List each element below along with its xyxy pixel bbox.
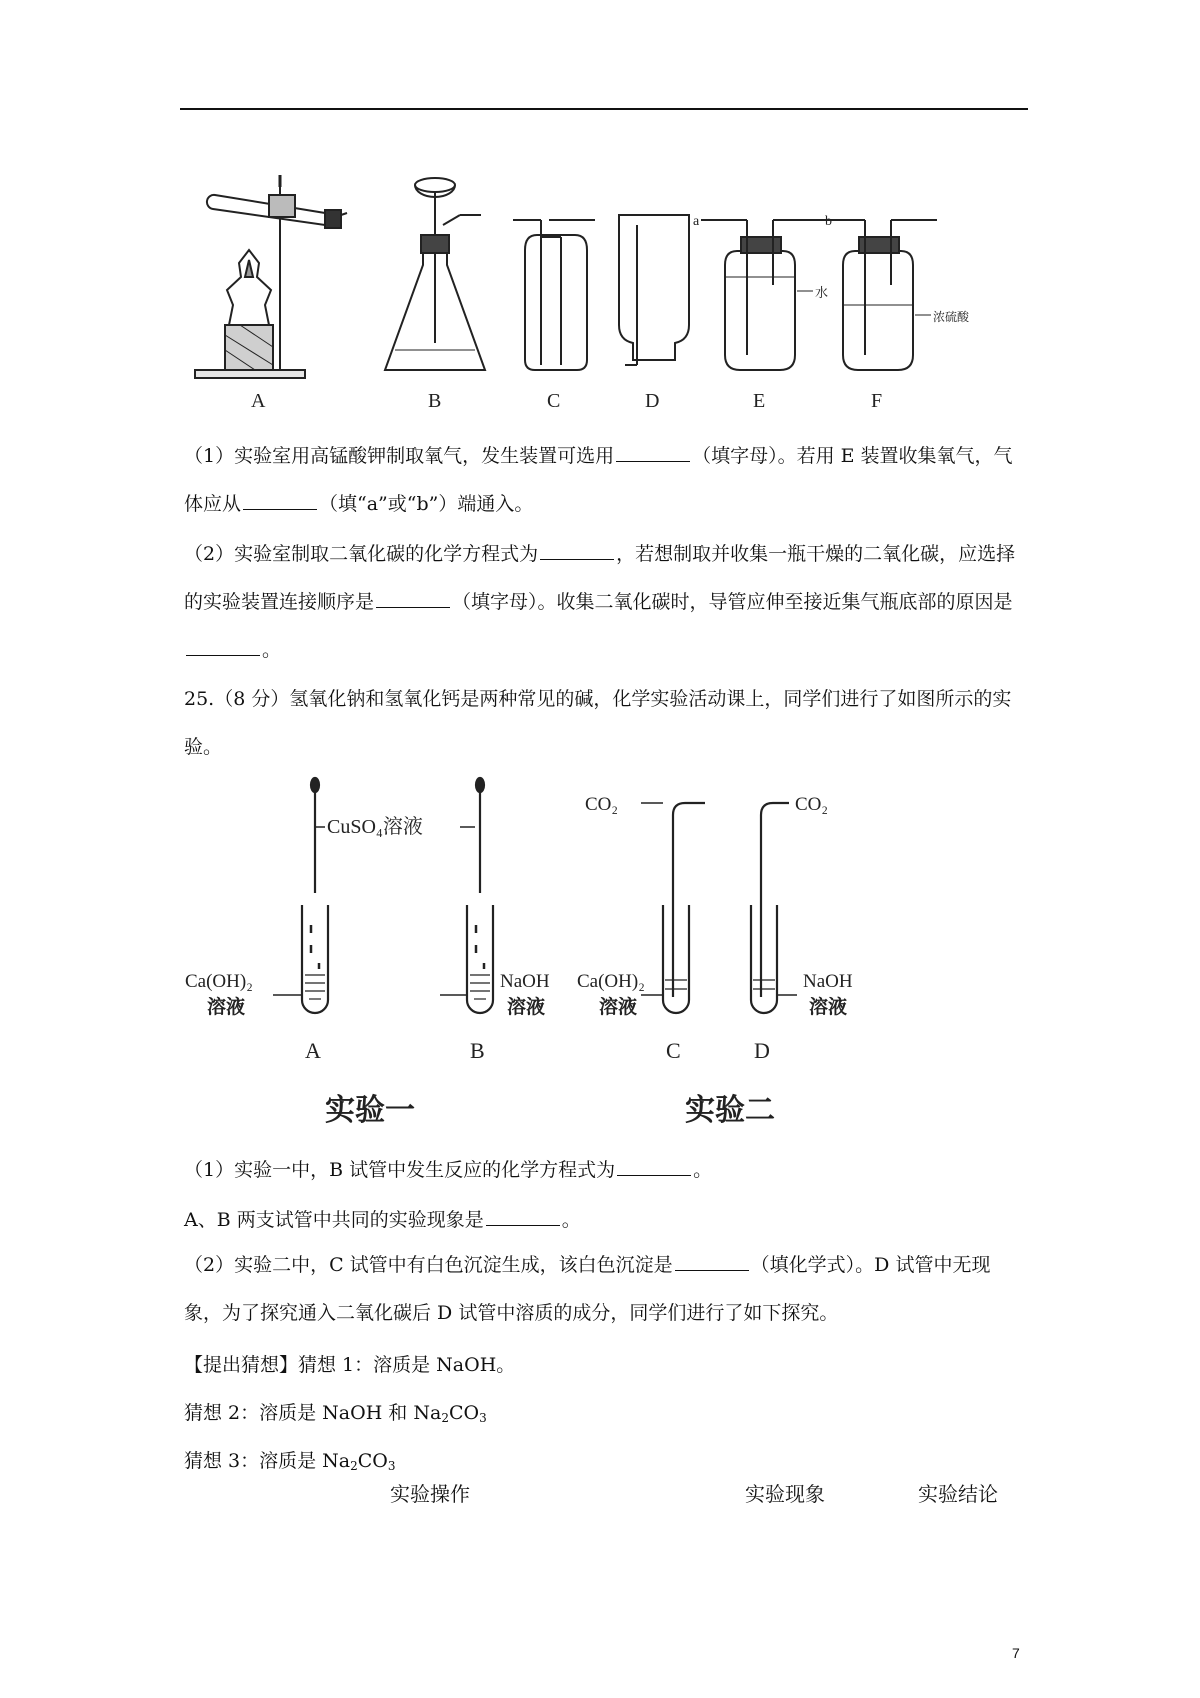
- tube-label-a: A: [305, 1038, 321, 1063]
- apparatus-label-f: F: [871, 390, 883, 412]
- solution-label-d: 溶液: [809, 997, 848, 1018]
- q25-part1-line2: A、B 两支试管中共同的实验现象是 。: [184, 1209, 581, 1231]
- tube-label-d: D: [754, 1038, 770, 1063]
- apparatus-label-a: A: [251, 390, 266, 412]
- apparatus-a: [195, 175, 347, 378]
- answer-blank[interactable]: [616, 445, 690, 462]
- caoh2-label-a: Ca(OH)₂: [185, 971, 253, 992]
- answer-blank[interactable]: [486, 1209, 560, 1226]
- acid-label: 浓硫酸: [933, 310, 970, 324]
- solution-label-c: 溶液: [599, 997, 638, 1018]
- apparatus-c: [513, 220, 595, 370]
- co2-label-c: CO₂: [585, 794, 619, 815]
- answer-blank[interactable]: [376, 591, 450, 608]
- header-rule: [180, 108, 1028, 110]
- answer-blank[interactable]: [540, 543, 614, 560]
- apparatus-label-b: B: [428, 390, 442, 412]
- answer-blank[interactable]: [186, 639, 260, 656]
- cuso4-label: CuSO₄溶液: [327, 816, 423, 838]
- q25-part2: （2）实验二中，C 试管中有白色沉淀生成，该白色沉淀是 （填化学式）。D 试管中无现象，为了探究通入二氧化碳后 D 试管中溶质的成分，同学们进行了如下探究。: [184, 1254, 991, 1324]
- apparatus-label-e: E: [753, 390, 766, 412]
- answer-blank[interactable]: [617, 1159, 691, 1176]
- solution-label-b: 溶液: [507, 997, 546, 1018]
- apparatus-e-port-b: b: [825, 214, 832, 229]
- apparatus-label-d: D: [645, 390, 660, 412]
- tube-label-b: B: [470, 1038, 485, 1063]
- water-label: 水: [815, 285, 829, 300]
- co2-label-d: CO₂: [795, 794, 829, 815]
- experiment-figure: [185, 775, 945, 1135]
- tube-label-c: C: [666, 1038, 681, 1063]
- table-header-phenomenon: 实验现象: [745, 1482, 825, 1506]
- experiment-2-title: 实验二: [685, 1094, 775, 1127]
- caoh2-label-c: Ca(OH)₂: [577, 971, 645, 992]
- answer-blank[interactable]: [243, 493, 317, 510]
- guess-3: 猜想 3：溶质是 $Na_2CO_3$: [184, 1450, 396, 1473]
- q25-part1-line1: （1）实验一中，B 试管中发生反应的化学方程式为 。: [184, 1159, 713, 1181]
- apparatus-e-port-a: a: [693, 214, 700, 229]
- answer-blank[interactable]: [675, 1254, 749, 1271]
- apparatus-e: [701, 220, 821, 370]
- apparatus-f: [821, 220, 937, 370]
- page-number: 7: [1012, 1645, 1020, 1661]
- q24-part2: （2）实验室制取二氧化碳的化学方程式为 ，若想制取并收集一瓶干燥的二氧化碳，应选择的实验装置连接顺序是 （填字母）。收集二氧化碳时，导管应伸至接近集气瓶底部的原因是。: [184, 543, 1016, 661]
- naoh-label-b: NaOH: [500, 971, 550, 992]
- solution-label-a: 溶液: [207, 997, 246, 1018]
- guess-2: 猜想 2：溶质是 NaOH 和 $Na_2CO_3$: [184, 1402, 487, 1425]
- apparatus-figure: [185, 165, 1015, 425]
- table-header-conclusion: 实验结论: [918, 1482, 998, 1506]
- q25-intro: 25.（8 分）氢氧化钠和氢氧化钙是两种常见的碱，化学实验活动课上，同学们进行了如图所示的实验。: [184, 688, 1012, 758]
- naoh-label-d: NaOH: [803, 971, 853, 992]
- table-header-operation: 实验操作: [390, 1482, 470, 1506]
- experiment-1-title: 实验一: [325, 1094, 415, 1127]
- apparatus-label-c: C: [547, 390, 561, 412]
- apparatus-d: [619, 215, 689, 365]
- guess-1: 【提出猜想】猜想 1：溶质是 NaOH。: [184, 1354, 516, 1376]
- q24-part1: （1）实验室用高锰酸钾制取氧气，发生装置可选用 （填字母）。若用 E 装置收集氧气，气体应从 （填“a”或“b”）端通入。: [184, 445, 1013, 515]
- apparatus-b: [385, 178, 485, 370]
